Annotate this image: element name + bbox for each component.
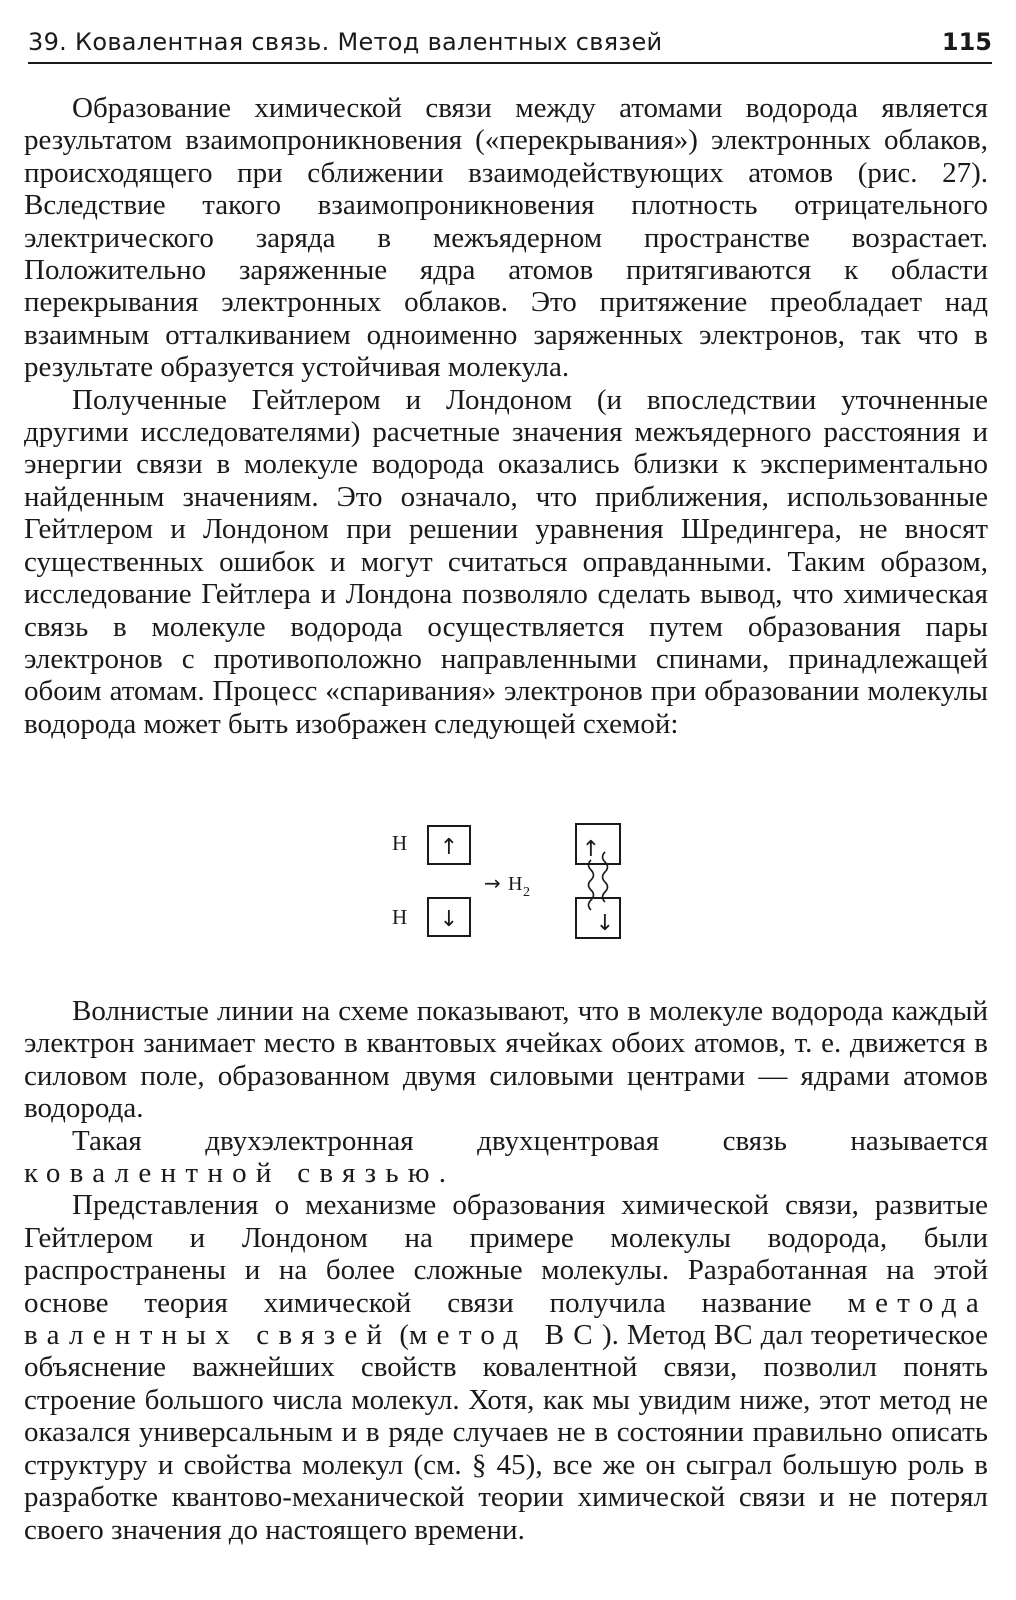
- product-subscript: 2: [523, 885, 530, 900]
- p5-text-a: Представления о механизме образования химической связи, развитые Гейтлером и Лондоном на примере молекулы водорода, были распространены и на более сложные молекулы. Разработанная на этой основе теория химической связи получила название: [24, 1189, 988, 1319]
- paragraph-5: [24, 1189, 988, 1545]
- atom-1-label: H: [392, 831, 408, 855]
- p5-text-b: (: [391, 1319, 410, 1352]
- atom-2-label: H: [392, 905, 408, 929]
- text-block-bottom: [24, 995, 988, 1546]
- running-header: [28, 22, 992, 64]
- chapter-title: 39. Ковалентная связь. Метод валентных связей: [28, 28, 663, 56]
- atom-1-spin-up: ↑: [439, 835, 459, 860]
- electron-pairing-scheme: [380, 812, 640, 952]
- wavy-line-left: [589, 860, 594, 910]
- paragraph-3: Волнистые линии на схеме показывают, что в молекуле водорода каждый электрон занимает место в квантовых ячейках обоих атомов, т. е. движется в силовом поле, образованном двумя силовыми центрами — ядрами атомов водорода.: [24, 995, 988, 1125]
- molecule-spin-down: ↓: [595, 911, 615, 936]
- product-label: H: [508, 873, 523, 895]
- term-covalent-bond: ковалентной связью: [24, 1157, 439, 1190]
- term-valence-bond-method: метода валентных связей: [24, 1286, 988, 1352]
- molecule-spin-up: ↑: [581, 837, 601, 862]
- page-number: 115: [941, 28, 992, 56]
- term-vb-method: метод ВС: [409, 1319, 602, 1352]
- p4-text-before: Такая двухэлектронная двухцентровая связь называется: [72, 1124, 988, 1157]
- reaction-arrow: →: [484, 871, 501, 895]
- paragraph-4: [24, 1125, 988, 1190]
- p4-text-after: .: [438, 1157, 447, 1190]
- wavy-line-right: [603, 852, 608, 902]
- paragraph-1: Образование химической связи между атомами водорода является результатом взаимопроникновения («перекрывания») электронных облаков, происходящего при сближении взаимодействующих атомов (рис. 27). Вследствие такого взаимопроникновения плотность отрицательного электрического заряда в межъядерном пространстве возрастает. Положительно заряженные ядра атомов притягиваются к области перекрывания электронных облаков. Это притяжение преобладает над взаимным отталкиванием одноименно заряженных электронов, так что в результате образуется устойчивая молекула.: [24, 92, 988, 384]
- atom-2-spin-down: ↓: [439, 907, 459, 932]
- p5-text-c: ). Метод ВС дал теоретическое объяснение важнейших свойств ковалентной связи, позволил понять строение большого числа молекул. Хотя, как мы увидим ниже, этот метод не оказался универсальным и в ряде случаев не в состоянии правильно описать структуру и свойства молекул (см. § 45), все же он сыграл большую роль в разработке квантово-механической теории химической связи и не потерял своего значения до настоящего времени.: [24, 1319, 988, 1546]
- paragraph-2: Полученные Гейтлером и Лондоном (и впоследствии уточненные другими исследователями) расчетные значения межъядерного расстояния и энергии связи в молекуле водорода оказались близки к экспериментально найденным значениям. Это означало, что приближения, использованные Гейтлером и Лондоном при решении уравнения Шредингера, не вносят существенных ошибок и могут считаться оправданными. Таким образом, исследование Гейтлера и Лондона позволяло сделать вывод, что химическая связь в молекуле водорода осуществляется путем образования пары электронов с противоположно направленными спинами, принадлежащей обоим атомам. Процесс «спаривания» электронов при образовании молекулы водорода может быть изображен следующей схемой:: [24, 383, 988, 740]
- text-block-top: [24, 92, 988, 740]
